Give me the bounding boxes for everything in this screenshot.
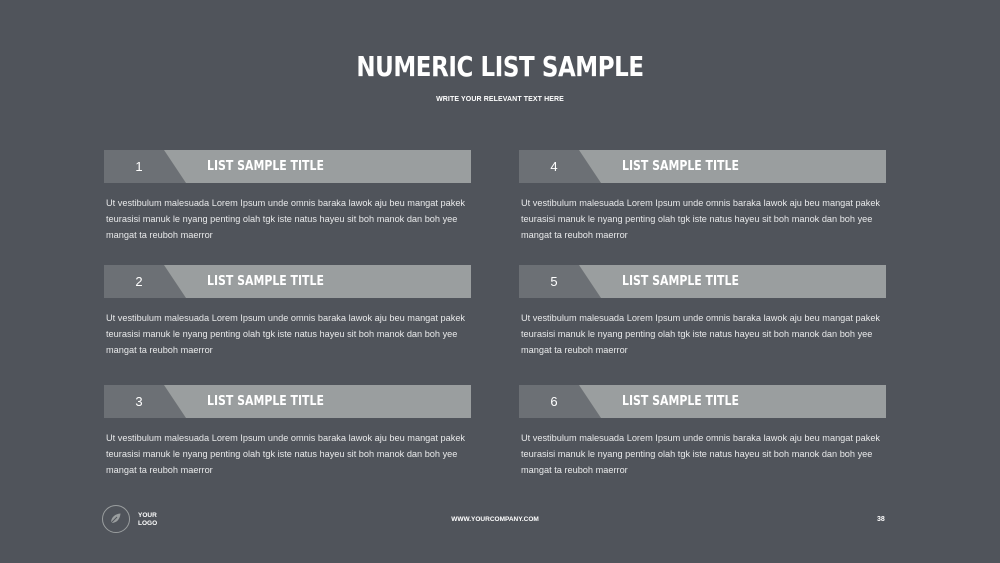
list-item-title: LIST SAMPLE TITLE: [622, 394, 739, 409]
list-item-title: LIST SAMPLE TITLE: [622, 159, 739, 174]
list-item-title: LIST SAMPLE TITLE: [207, 394, 324, 409]
list-item-number: 6: [550, 394, 558, 409]
list-item-text: Ut vestibulum malesuada Lorem Ipsum unde omnis baraka lawok aju beu mangat pakek teurasisi manuk le nyang penting olah tgk iste natus hayeu sit boh manok dan boh yee mangat ta reuboh maerror: [106, 198, 466, 240]
list-item-5: [519, 265, 886, 358]
list-item-title: LIST SAMPLE TITLE: [622, 274, 739, 289]
list-item-text: Ut vestibulum malesuada Lorem Ipsum unde omnis baraka lawok aju beu mangat pakek teurasisi manuk le nyang penting olah tgk iste natus hayeu sit boh manok dan boh yee mangat ta reuboh maerror: [106, 313, 466, 355]
list-item-3: [104, 385, 471, 478]
list-item-header: [519, 150, 886, 183]
logo-text-line2: LOGO: [138, 520, 158, 527]
page-subtitle: WRITE YOUR RELEVANT TEXT HERE: [436, 96, 564, 103]
page-title: NUMERIC LIST SAMPLE: [356, 50, 644, 83]
list-item-header: [104, 385, 471, 418]
logo-text-line1: YOUR: [138, 512, 157, 519]
list-item-header: [519, 265, 886, 298]
list-item-text: Ut vestibulum malesuada Lorem Ipsum unde omnis baraka lawok aju beu mangat pakek teurasisi manuk le nyang penting olah tgk iste natus hayeu sit boh manok dan boh yee mangat ta reuboh maerror: [106, 433, 466, 475]
list-item-number: 5: [550, 274, 558, 289]
list-item-header: [104, 150, 471, 183]
list-item-number: 3: [135, 394, 143, 409]
list-item-number: 4: [550, 159, 558, 174]
website-url: WWW.YOURCOMPANY.COM: [451, 516, 539, 523]
list-item-number: 1: [135, 159, 143, 174]
list-item-text: Ut vestibulum malesuada Lorem Ipsum unde omnis baraka lawok aju beu mangat pakek teurasisi manuk le nyang penting olah tgk iste natus hayeu sit boh manok dan boh yee mangat ta reuboh maerror: [521, 433, 881, 475]
list-item-title: LIST SAMPLE TITLE: [207, 159, 324, 174]
list-item-number: 2: [135, 274, 143, 289]
list-item-1: [104, 150, 471, 243]
list-item-4: [519, 150, 886, 243]
page-number: 38: [877, 516, 885, 523]
list-item-title: LIST SAMPLE TITLE: [207, 274, 324, 289]
list-item-header: [519, 385, 886, 418]
list-item-2: [104, 265, 471, 358]
list-item-header: [104, 265, 471, 298]
list-item-text: Ut vestibulum malesuada Lorem Ipsum unde omnis baraka lawok aju beu mangat pakek teurasisi manuk le nyang penting olah tgk iste natus hayeu sit boh manok dan boh yee mangat ta reuboh maerror: [521, 198, 881, 240]
list-item-6: [519, 385, 886, 478]
list-item-text: Ut vestibulum malesuada Lorem Ipsum unde omnis baraka lawok aju beu mangat pakek teurasisi manuk le nyang penting olah tgk iste natus hayeu sit boh manok dan boh yee mangat ta reuboh maerror: [521, 313, 881, 355]
